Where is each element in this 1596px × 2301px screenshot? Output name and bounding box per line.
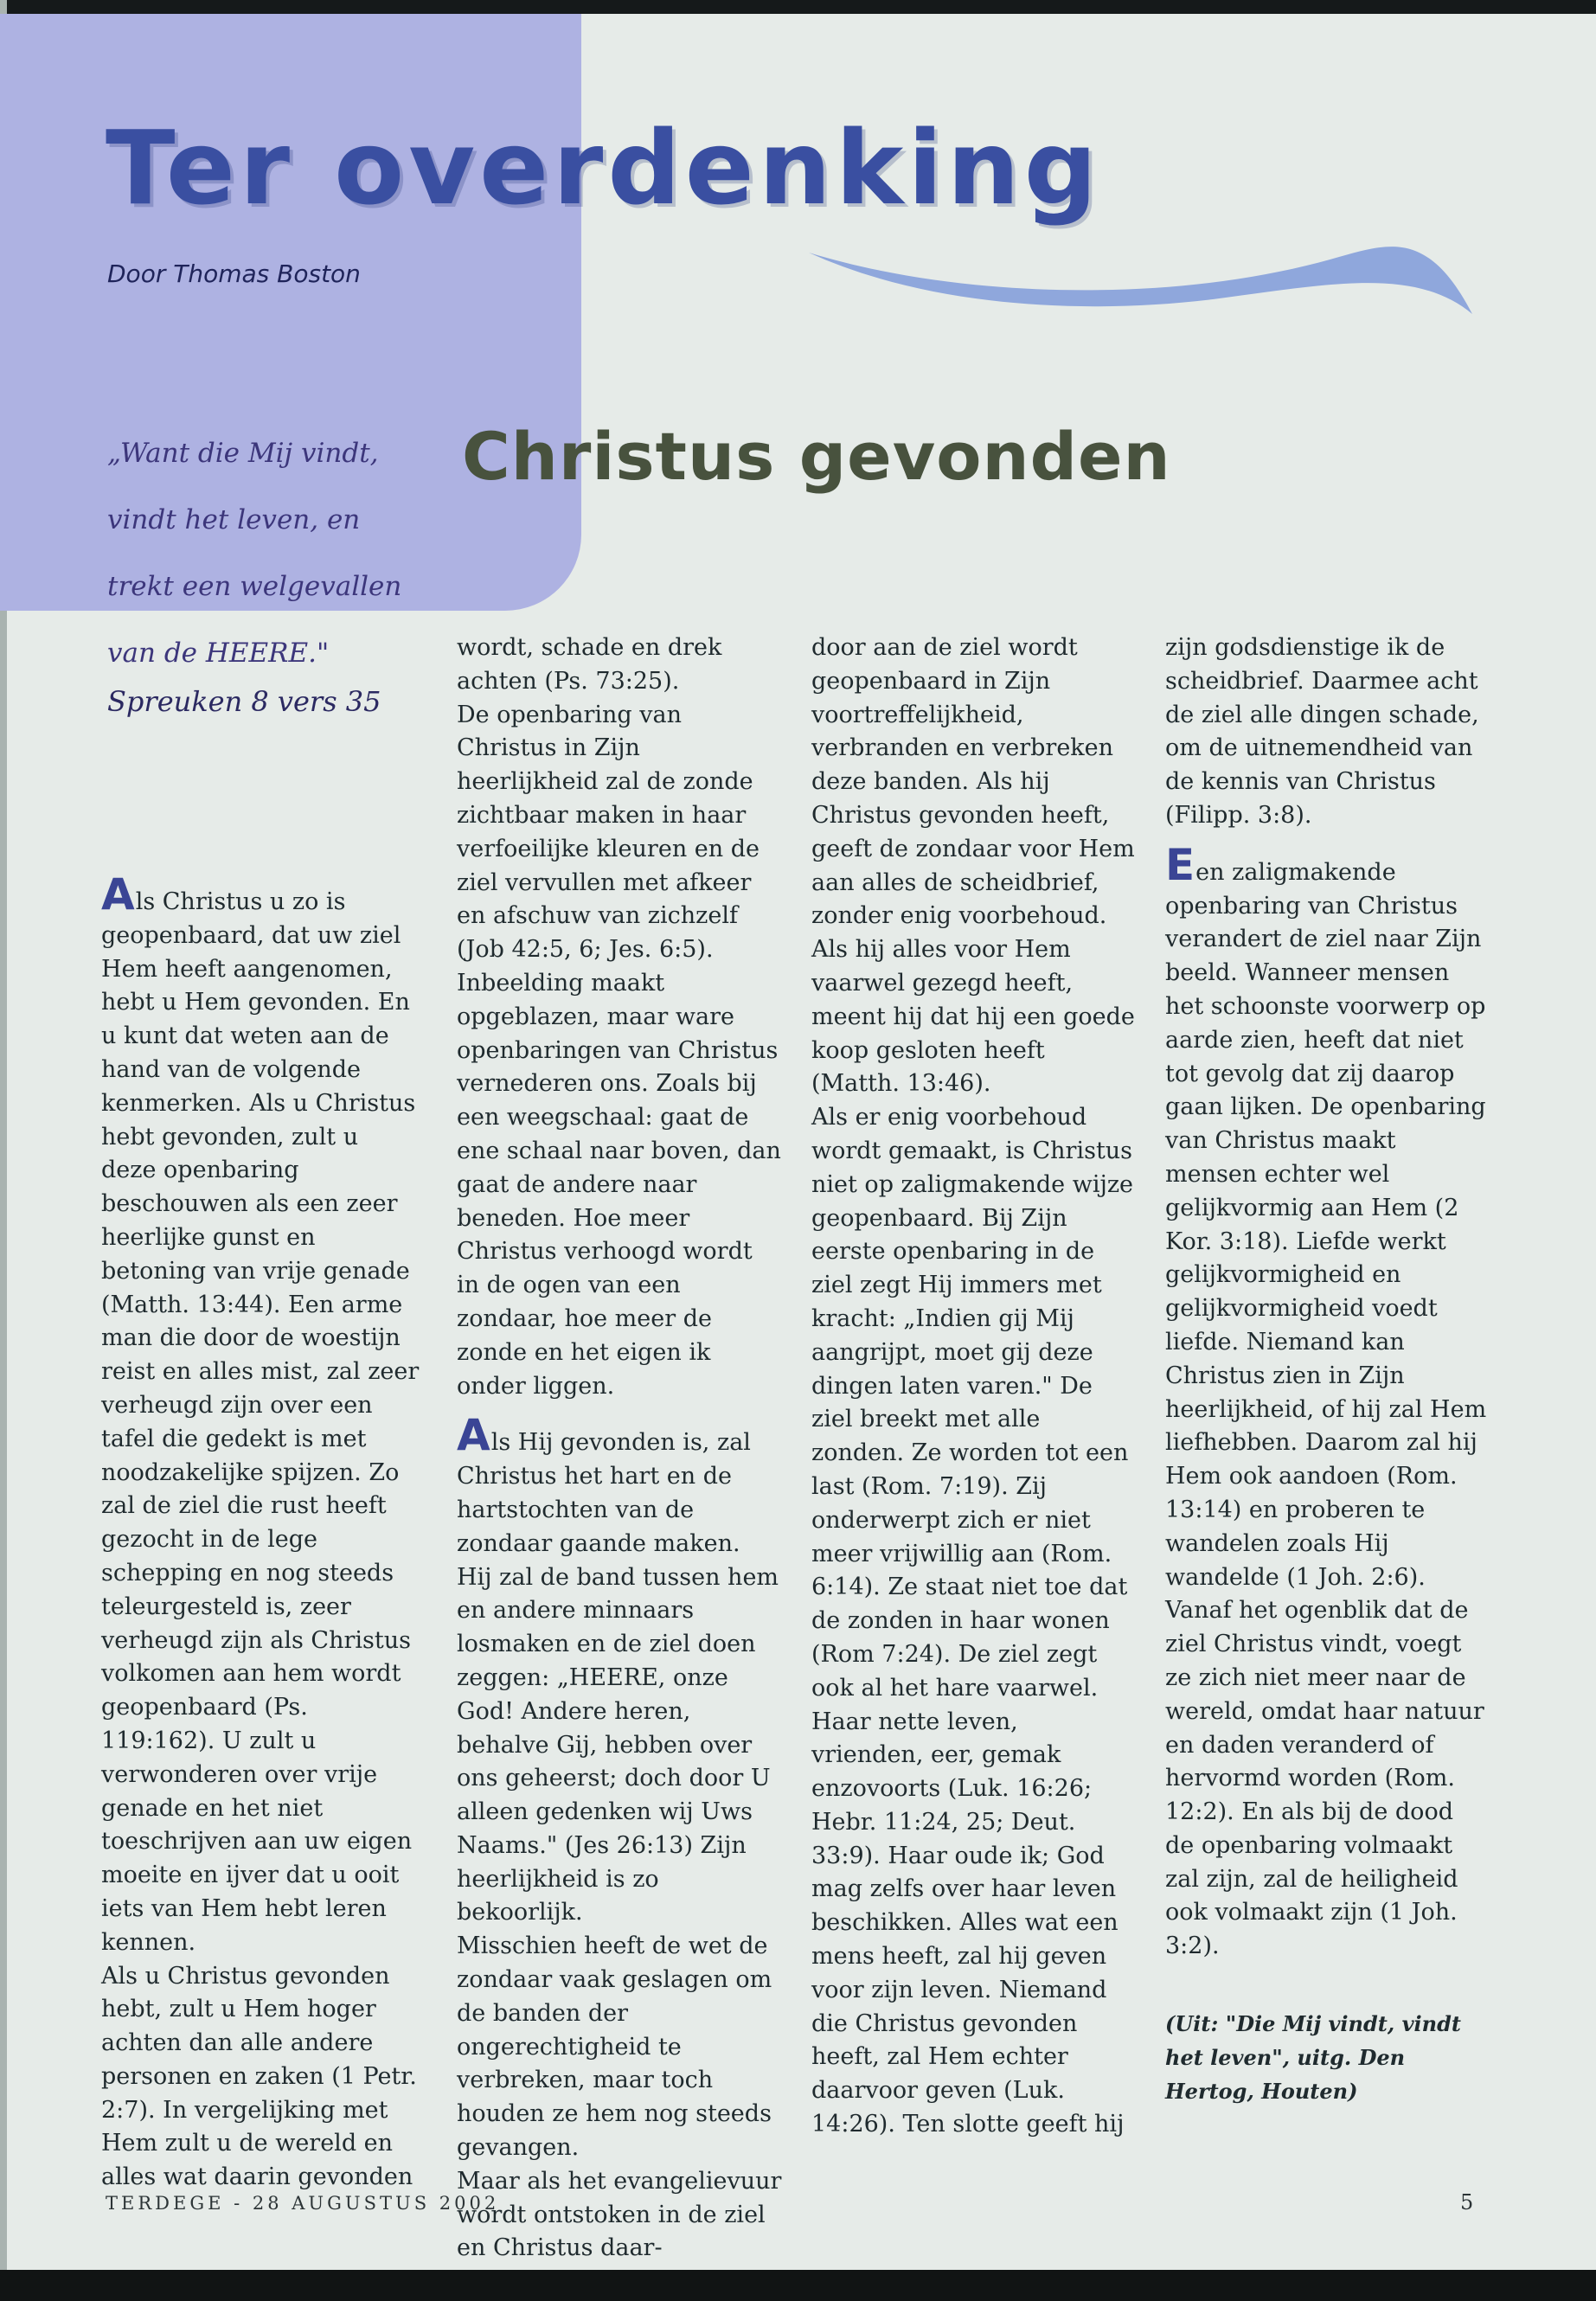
article-column-3 [811,631,1137,2142]
wave-swoosh-shape [809,247,1472,314]
quote-line: „Want die Mij vindt, [107,438,379,469]
bottom-border [0,2270,1596,2301]
source-note: (Uit: "Die Mij vindt, vindt het leven", uitg. Den Hertog, Houten) [1165,2011,1461,2105]
author-byline: Door Thomas Boston [107,260,361,288]
top-border [0,0,1596,14]
quote-line: vindt het leven, en [107,504,361,535]
paragraph: Als er enig voorbehoud wordt gemaakt, is Christus niet op zaligmakende wijze geopenbaard. Bij Zijn eerste openbaring in de ziel zegt Hij immers met kracht: „Indien gij Mij aangrijpt, moet gij deze dingen laten varen." De ziel breekt met alle zonden. Ze worden tot een last (Rom. 7:19). Zij onderwerpt zich er niet meer vrijwillig aan (Rom. 6:14). Ze staat niet toe dat de zonden in haar wonen (Rom 7:24). De ziel zegt ook al het hare vaarwel. Haar nette leven, vrienden, eer, gemak enzovoorts (Luk. 16:26; Hebr. 11:24, 25; Deut. 33:9). Haar oude ik; God mag zelfs over haar leven beschikken. Alles wat een mens heeft, zal hij geven voor zijn leven. Niemand die Christus gevonden heeft, zal Hem echter daarvoor geven (Luk. 14:26). Ten slotte geeft hij [811,1104,1134,2138]
paragraph: Maar als het evangelievuur wordt ontstoken in de ziel en Christus daar- [457,2167,782,2262]
paragraph [457,1410,782,1930]
drop-cap-letter: E [1165,839,1195,890]
masthead-title: Ter overdenking [106,108,1102,228]
drop-cap-letter: A [457,1410,490,1461]
scripture-quote [107,420,419,687]
scripture-reference: Spreuken 8 vers 35 [107,685,381,718]
paragraph: Vanaf het ogenblik dat de ziel Christus vindt, voegt ze zich niet meer naar de wereld, omdat haar natuur en daden veranderd of hervormd worden (Rom. 12:2). En als bij de dood de openbaring volmaakt zal zijn, zal de heiligheid ook volmaakt zijn (1 Joh. 3:2). [1165,1597,1484,1960]
article-column-4 [1165,631,1487,2108]
paragraph-text: en zaligmakende openbaring van Christus verandert de ziel naar Zijn beeld. Wanneer mensen het schoonste voorwerp op aarde zien, heeft dat niet tot gevolg dat zij daarop gaan lijken. De openbaring van Christus maakt mensen echter wel gelijkvormig aan Hem (2 Kor. 3:18). Liefde werkt gelijkvormigheid en gelijkvormigheid voedt liefde. Niemand kan Christus zien in Zijn heerlijkheid, of hij zal Hem liefhebben. Daarom zal hij Hem ook aandoen (Rom. 13:14) en proberen te wandelen zoals Hij wandelde (1 Joh. 2:6). [1165,858,1487,1591]
article-column-2 [457,631,782,2266]
drop-cap-letter: A [101,869,135,920]
publication-footer: TERDEGE - 28 AUGUSTUS 2002 [106,2193,500,2214]
page-number: 5 [1460,2190,1474,2214]
paragraph: wordt, schade en drek achten (Ps. 73:25). [457,634,722,695]
paragraph: Misschien heeft de wet de zondaar vaak geslagen om de banden der ongerechtigheid te verbreken, maar toch houden ze hem nog steeds gevangen. [457,1932,772,2162]
paragraph: Als u Christus gevonden hebt, zult u Hem hoger achten dan alle andere personen en zaken (1 Petr. 2:7). In vergelijking met Hem zult u de wereld en alles wat daarin gevonden [101,1962,417,2191]
paragraph [101,869,420,1960]
article-title: Christus gevonden [462,418,1171,495]
paragraph-text: ls Christus u zo is geopenbaard, dat uw ziel Hem heeft aangenomen, hebt u Hem gevonden. En u kunt dat weten aan de hand van de volgende kenmerken. Als u Christus hebt gevonden, zult u deze openbaring beschouwen als een zeer heerlijke gunst en betoning van vrije genade (Matth. 13:44). Een arme man die door de woestijn reist en alles mist, zal zeer verheugd zijn over een tafel die gedekt is met noodzakelijke spijzen. Zo zal de ziel die rust heeft gezocht in de lege schepping en nog steeds teleurgesteld is, zeer verheugd zijn als Christus volkomen aan hem wordt geopenbaard (Ps. 119:162). U zult u verwonderen over vrije genade en het niet toeschrijven aan uw eigen moeite en ijver dat u ooit iets van Hem hebt leren kennen. [101,888,420,1956]
paragraph [1165,839,1487,1595]
paragraph-text: ls Hij gevonden is, zal Christus het hart en de hartstochten van de zondaar gaande maken. Hij zal de band tussen hem en andere minnaars losmaken en de ziel doen zeggen: „HEERE, onze God! Andere heren, behalve Gij, hebben over ons geheerst; doch door U alleen gedenken wij Uws Naams." (Jes 26:13) Zijn heerlijkheid is zo bekoorlijk. [457,1429,779,1926]
quote-line: trekt een welgevallen [107,571,402,602]
paragraph: zijn godsdienstige ik de scheidbrief. Daarmee acht de ziel alle dingen schade, om de uitnemendheid van de kennis van Christus (Filipp. 3:8). [1165,634,1479,829]
quote-line: van de HEERE." [107,638,330,669]
article-column-1 [101,869,420,2195]
paragraph: De openbaring van Christus in Zijn heerlijkheid zal de zonde zichtbaar maken in haar verfoeilijke kleuren en de ziel vervullen met afkeer en afschuw van zichzelf (Job 42:5, 6; Jes. 6:5). Inbeelding maakt opgeblazen, maar ware openbaringen van Christus vernederen ons. Zoals bij een weegschaal: gaat de ene schaal naar boven, dan gaat de andere naar beneden. Hoe meer Christus verhoogd wordt in de ogen van een zondaar, hoe meer de zonde en het eigen ik onder liggen. [457,701,781,1400]
paragraph: door aan de ziel wordt geopenbaard in Zijn voortreffelijkheid, verbranden en verbreken deze banden. Als hij Christus gevonden heeft, geeft de zondaar voor Hem aan alles de scheidbrief, zonder enig voorbehoud. Als hij alles voor Hem vaarwel gezegd heeft, meent hij dat hij een goede koop gesloten heeft (Matth. 13:46). [811,634,1135,1098]
